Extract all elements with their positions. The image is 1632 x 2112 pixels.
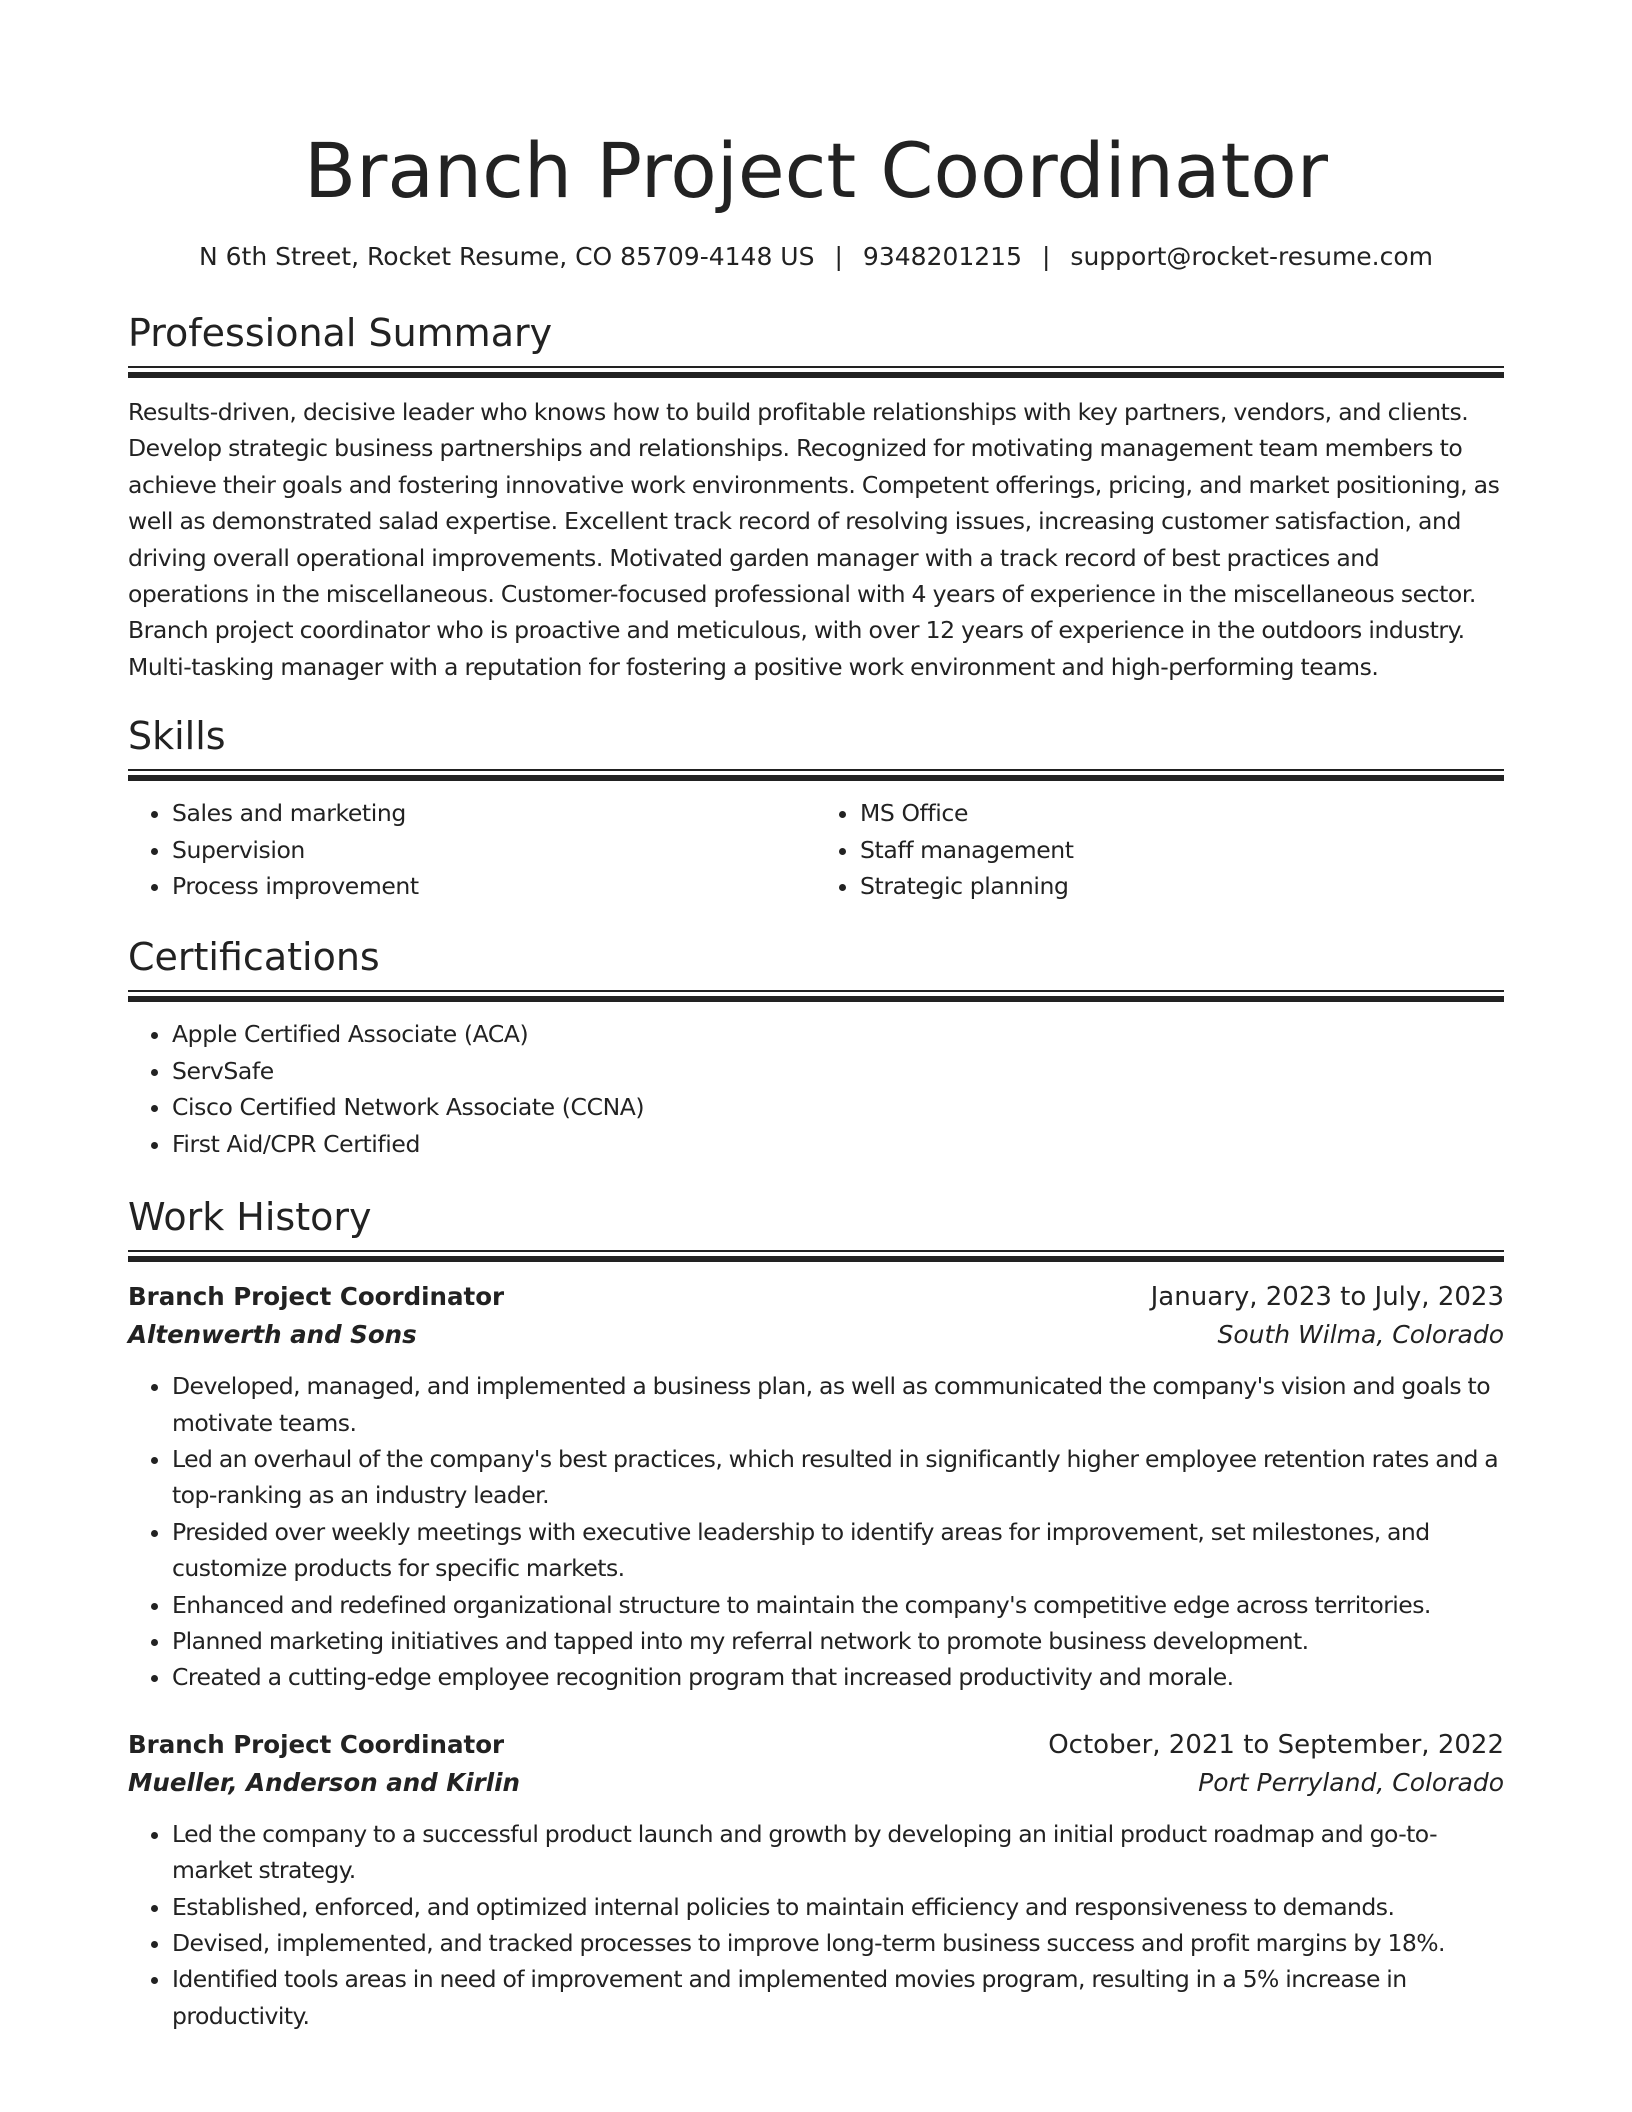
job-title: Branch Project Coordinator (128, 1282, 505, 1312)
certification-item: • ServSafe (172, 1053, 1504, 1089)
job-location: South Wilma, Colorado (1217, 1320, 1504, 1350)
section-title-summary: Professional Summary (128, 311, 553, 355)
skill-item: • Staff management (860, 832, 1504, 868)
contact-address: N 6th Street, Rocket Resume, CO 85709-4148 US (198, 242, 815, 271)
certification-item: • Cisco Certified Network Associate (CCNA) (172, 1089, 1504, 1125)
resume-name: Branch Project Coordinator (303, 126, 1329, 215)
skills-list-left (128, 795, 816, 904)
job-dates: January, 2023 to July, 2023 (1150, 1282, 1504, 1313)
job-header-row (128, 1726, 1504, 1764)
contact-separator: | (1041, 242, 1051, 271)
contact-phone: 9348201215 (862, 242, 1022, 271)
section-divider-thick (128, 775, 1504, 781)
skills-list-right (816, 795, 1504, 904)
job-entry (128, 1278, 1504, 1696)
job-subheader-row (128, 1316, 1504, 1354)
skills-columns (128, 795, 1504, 904)
certification-item: • First Aid/CPR Certified (172, 1126, 1504, 1162)
skills-section (128, 711, 1504, 904)
skill-item: • Process improvement (172, 868, 816, 904)
job-company: Altenwerth and Sons (128, 1320, 417, 1350)
section-divider (128, 1250, 1504, 1252)
skill-item: • MS Office (860, 795, 1504, 831)
job-company: Mueller, Anderson and Kirlin (128, 1767, 520, 1797)
job-bullet: • Identified tools areas in need of improvement and implemented movies program, resulting in a 5% increase in productivity. (172, 1961, 1504, 2034)
contact-email: support@rocket-resume.com (1070, 242, 1434, 271)
job-bullet: • Developed, managed, and implemented a business plan, as well as communicated the company's vision and goals to motivate teams. (172, 1368, 1504, 1441)
certifications-list (128, 1016, 1504, 1162)
job-entry (128, 1726, 1504, 2034)
job-dates: October, 2021 to September, 2022 (1048, 1729, 1504, 1760)
section-title-skills: Skills (128, 714, 226, 759)
job-bullet: • Established, enforced, and optimized internal policies to maintain efficiency and responsiveness to demands. (172, 1889, 1504, 1925)
job-bullet: • Led an overhaul of the company's best practices, which resulted in significantly higher employee retention rates and a top-ranking as an industry leader. (172, 1441, 1504, 1514)
certification-item: • Apple Certified Associate (ACA) (172, 1016, 1504, 1052)
resume-page (128, 0, 1504, 2034)
contact-line (128, 240, 1504, 274)
section-divider (128, 990, 1504, 992)
skill-item: • Supervision (172, 832, 816, 868)
summary-section (128, 308, 1504, 685)
job-bullet: • Devised, implemented, and tracked processes to improve long-term business success and profit margins by 18%. (172, 1925, 1504, 1961)
job-bullet: • Created a cutting-edge employee recognition program that increased productivity and morale. (172, 1659, 1504, 1695)
section-divider (128, 366, 1504, 368)
work-history-section (128, 1192, 1504, 2034)
job-bullets (128, 1816, 1504, 2034)
summary-text: Results-driven, decisive leader who knows how to build profitable relationships with key partners, vendors, and clients. Develop strategic business partnerships and relationships. Recognized for motivating management team members to achieve their goals and fostering innovative work environments. Competent offerings, pricing, and market positioning, as well as demonstrated salad expertise. Excellent track record of resolving issues, increasing customer satisfaction, and driving overall operational improvements. Motivated garden manager with a track record of best practices and operations in the miscellaneous. Customer-focused professional with 4 years of experience in the miscellaneous sector. Branch project coordinator who is proactive and meticulous, with over 12 years of experience in the outdoors industry. Multi-tasking manager with a reputation for fostering a positive work environment and high-performing teams. (128, 398, 1500, 681)
job-bullet: • Enhanced and redefined organizational structure to maintain the company's competitive edge across territories. (172, 1587, 1504, 1623)
section-divider-thick (128, 996, 1504, 1002)
job-location: Port Perryland, Colorado (1198, 1767, 1504, 1797)
section-divider (128, 769, 1504, 771)
section-title-certifications: Certifications (128, 935, 380, 980)
section-divider-thick (128, 1256, 1504, 1262)
job-title: Branch Project Coordinator (128, 1729, 505, 1759)
job-bullet: • Planned marketing initiatives and tapped into my referral network to promote business development. (172, 1623, 1504, 1659)
job-bullet: • Presided over weekly meetings with executive leadership to identify areas for improvement, set milestones, and customize products for specific markets. (172, 1514, 1504, 1587)
job-bullets (128, 1368, 1504, 1696)
skill-item: • Strategic planning (860, 868, 1504, 904)
certifications-section (128, 932, 1504, 1162)
job-header-row (128, 1278, 1504, 1316)
contact-separator: | (834, 242, 843, 271)
job-subheader-row (128, 1764, 1504, 1802)
skill-item: • Sales and marketing (172, 795, 816, 831)
job-bullet: • Led the company to a successful product launch and growth by developing an initial product roadmap and go-to-market strategy. (172, 1816, 1504, 1889)
section-divider-thick (128, 372, 1504, 378)
section-title-work-history: Work History (128, 1195, 372, 1240)
